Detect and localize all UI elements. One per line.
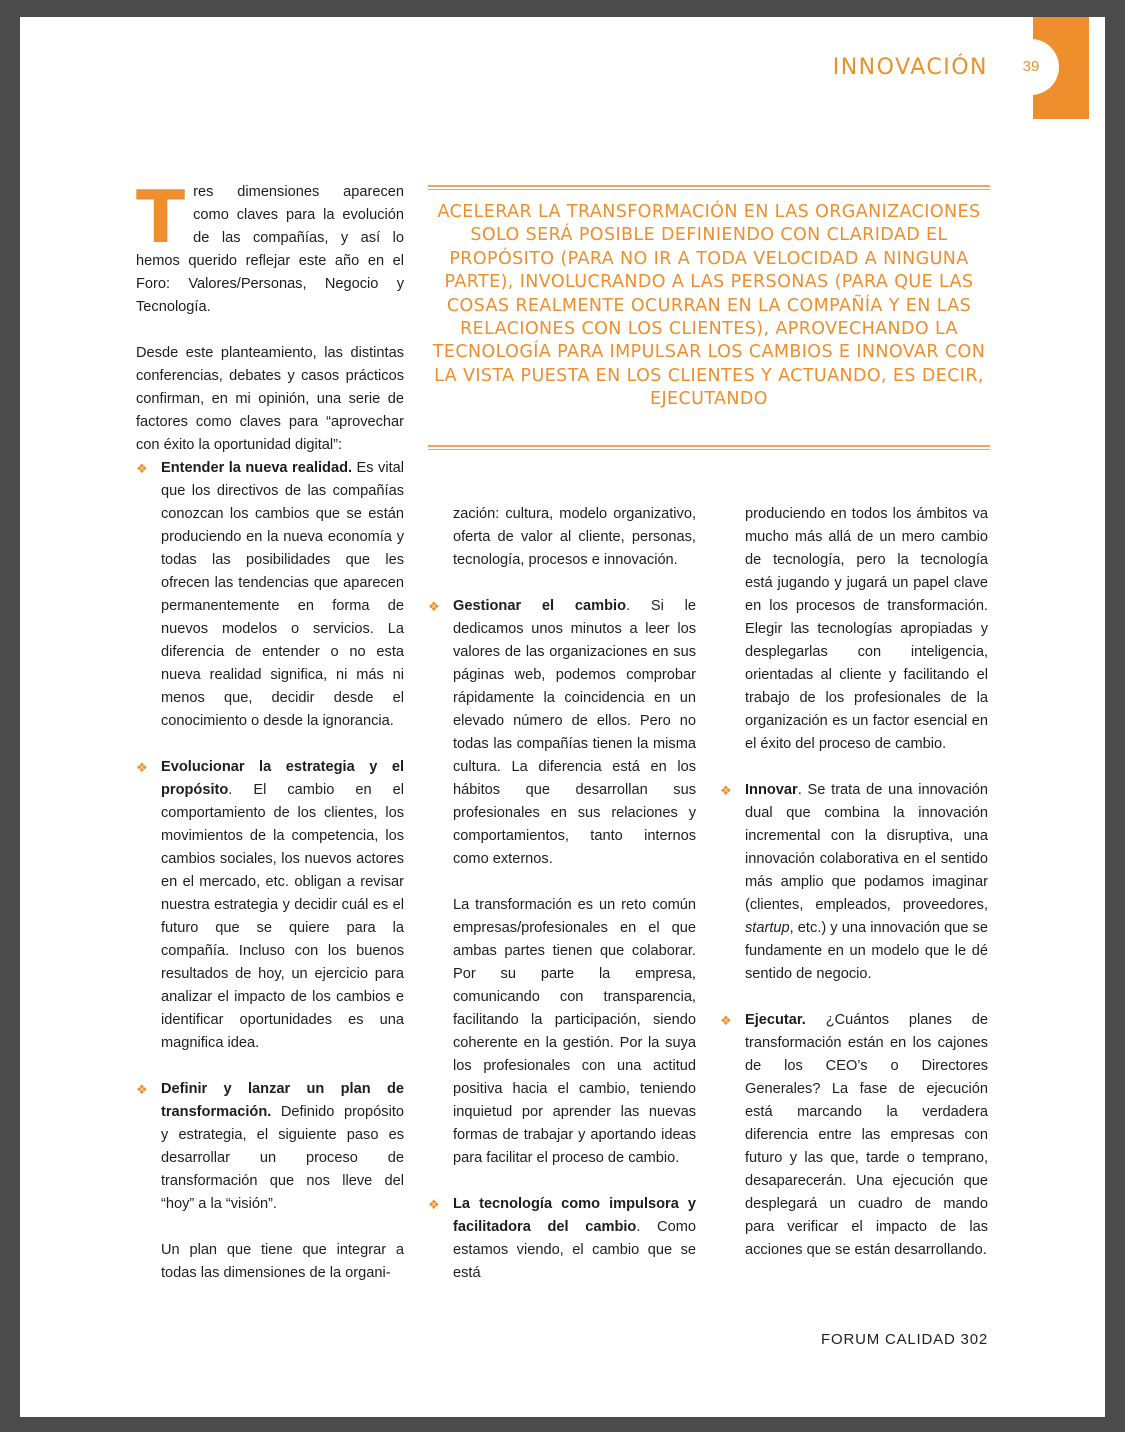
quote-top-rule [428,185,990,190]
pull-quote [428,185,990,451]
bullet-text: ¿Cuántos planes de transformación están en los cajones de los CEO’s o Directores Generales? La fase de ejecución está marcando la verdadera diferencia entre las empresas con futuro y las que, tarde o temprano, desaparecerán. Una ejecución que desplegará un cuadro de mando para verificar el impacto de las acciones que se están desarrollando. [745,1012,988,1258]
bullet-text: Definido propósito y estrategia, el siguiente paso es desarrollar un proceso de transformación que nos lleve del “hoy” a la “visión”. [161,1104,404,1212]
diamond-dots-icon: ❖ [136,760,148,775]
bullet-title: Entender la nueva realidad. [161,460,353,476]
footer-publication: FORUM CALIDAD 302 [821,1331,988,1348]
column-2 [428,503,696,1285]
section-title: INNOVACIÓN [832,55,988,80]
column-3 [720,503,988,1262]
column-continuation: zación: cultura, modelo organizativo, oferta de valor al cliente, personas, tecnología, procesos e innovación. [453,506,696,568]
diamond-dots-icon: ❖ [720,783,732,798]
bullet-title: Evolucionar la estrategia y el propósito [161,759,404,798]
bullet-title: Ejecutar. [745,1012,806,1028]
bullet-text: . Se trata de una innovación dual que combina la innovación incremental con la disruptiva, una innovación colaborativa en el sentido más amplio que podamos imaginar (clientes, empleados, proveedores, [745,782,988,913]
list-item [136,457,404,733]
page-number: 39 [1022,58,1040,75]
bullet-title: La tecnología como impulsora y facilitadora del cambio [453,1196,696,1235]
column-1 [136,457,404,1285]
bullet-title: Innovar [745,782,798,798]
bullet-continuation: Un plan que tiene que integrar a todas las dimensiones de la organi- [161,1242,404,1281]
list-item [136,756,404,1055]
intro-paragraph-1: res dimensiones aparecen como claves para la evolución de las compañías, y así lo hemos querido reflejar este año en el Foro: Valores/Personas, Negocio y Tecnología. [136,184,404,315]
diamond-dots-icon: ❖ [720,1013,732,1028]
page-tab [1022,17,1089,119]
bullet-title: Gestionar el cambio [453,598,626,614]
column-continuation: produciendo en todos los ámbitos va mucho más allá de un mero cambio de tecnología, pero la tecnología está jugando y jugará un papel clave en los procesos de transformación. Elegir las tecnologías apropiadas y desplegarlas con inteligencia, orientadas al cliente y facilitando el trabajo de los profesionales de la organización es un factor esencial en el éxito del proceso de cambio. [745,506,988,752]
list-item [428,1193,696,1285]
bullet-text: . Si le dedicamos unos minutos a leer los valores de las organizaciones en sus páginas web, podemos comprobar rápidamente la coincidencia en un elevado número de ellos. Pero no todas las compañías tienen la misma cultura. La diferencia está en los hábitos que desarrollan sus profesionales en sus relaciones y comportamientos, tanto internos como externos. [453,598,696,867]
list-item [136,1078,404,1216]
diamond-dots-icon: ❖ [136,1082,148,1097]
list-item [428,595,696,871]
bullet-text: . Como estamos viendo, el cambio que se está [453,1219,696,1281]
bullet-italic-text: startup [745,920,790,936]
bullet-title: Definir y lanzar un plan de transformación. [161,1081,404,1120]
diamond-dots-icon: ❖ [136,461,148,476]
magazine-page [20,17,1105,1417]
dropcap: T [136,175,186,259]
diamond-dots-icon: ❖ [428,599,440,614]
pull-quote-text: ACELERAR LA TRANSFORMACIÓN EN LAS ORGANIZACIONES SOLO SERÁ POSIBLE DEFINIENDO CON CLARIDAD EL PROPÓSITO (PARA NO IR A TODA VELOCIDAD A NINGUNA PARTE), INVOLUCRANDO A LAS PERSONAS (PARA QUE LAS COSAS REALMENTE OCURRAN EN LA COMPAÑÍA Y EN LAS RELACIONES CON LOS CLIENTES), APROVECHANDO LA TECNOLOGÍA PARA IMPULSAR LOS CAMBIOS E INNOVAR CON LA VISTA PUESTA EN LOS CLIENTES Y ACTUANDO, ES DECIR, EJECUTANDO [432,202,986,410]
bullet-text: . El cambio en el comportamiento de los clientes, los movimientos de la competencia, los cambios sociales, los nuevos actores en el mercado, etc. obligan a revisar nuestra estrategia y decidir cuál es el futuro que se quiere para la compañía. Incluso con los buenos resultados de hoy, un ejercicio para analizar el impacto de los cambios e identificar oportunidades es una magnifica idea. [161,782,404,1051]
bullet-continuation: La transformación es un reto común empresas/profesionales en el que ambas partes tienen que colaborar. Por su parte la empresa, comunicando con transparencia, facilitando la participación, siendo coherente en la gestión. Por la suya los profesionales con una actitud positiva hacia el cambio, teniendo inquietud por aprender las nuevas formas de trabajar y aportando ideas para facilitar el proceso de cambio. [453,897,696,1166]
intro-text [136,175,404,457]
bullet-text: Es vital que los directivos de las compañías conozcan los cambios que se están produciendo en la nueva economía y todas las posibilidades que les ofrecen las tendencias que aparecen permanentemente en forma de nuevos modelos o servicios. La diferencia de entender o no esta nueva realidad significa, ni más ni menos que, decidir desde el conocimiento o desde la ignorancia. [161,460,404,729]
bullet-text: , etc.) y una innovación que se fundamente en un modelo que le dé sentido de negocio. [745,920,988,982]
quote-bottom-rule [428,445,990,450]
diamond-dots-icon: ❖ [428,1197,440,1212]
list-item [720,779,988,986]
intro-paragraph-2: Desde este planteamiento, las distintas conferencias, debates y casos prácticos confirman, en mi opinión, una serie de factores como claves para “aprovechar con éxito la oportunidad digital”: [136,345,404,453]
list-item [720,1009,988,1262]
